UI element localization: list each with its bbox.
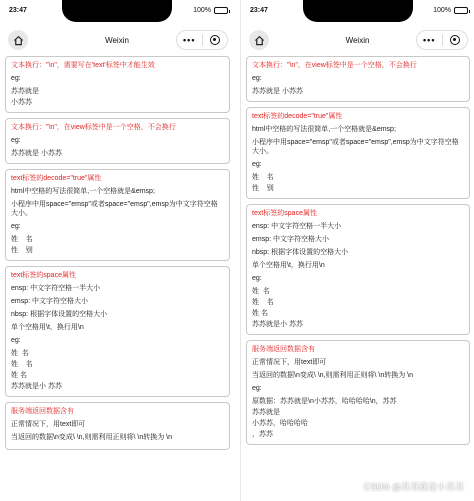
card-output: 原数据：苏苏就是\n小苏苏，哈哈哈哈\n，苏苏 xyxy=(252,398,397,405)
nav-title: Weixin xyxy=(345,35,370,45)
close-target-icon xyxy=(450,35,460,45)
card-output: 性 别 xyxy=(252,185,274,192)
battery-icon xyxy=(214,7,228,14)
card-text: 正常情况下，用text即可 xyxy=(11,421,86,428)
status-time: 23:47 xyxy=(9,7,27,14)
card-title: 文本换行："\n"，在view标签中是一个空格，不会换行 xyxy=(252,62,417,69)
battery-icon xyxy=(454,7,468,14)
card-output: ，苏苏 xyxy=(252,431,273,438)
demo-card xyxy=(5,118,230,164)
card-title: 文本换行："\n"，需要写在'text'标签中才能生效 xyxy=(11,62,155,69)
card-output: 姓 名 xyxy=(11,236,33,243)
card-text: 当返回的数据\n变成\ \n,则需利用正则将\ \n转换为 \n xyxy=(11,434,173,441)
battery-percent: 100% xyxy=(193,7,211,14)
card-title: 服务端返回数据含有 xyxy=(11,408,74,415)
phone-screen-right xyxy=(240,0,474,501)
card-output: 姓 名 xyxy=(11,361,33,368)
card-text: eg: xyxy=(11,337,21,344)
card-text: eg: xyxy=(11,75,21,82)
card-title: text标签的decode="true"属性 xyxy=(11,175,102,182)
card-output: 姓 名 xyxy=(252,174,274,181)
card-output: 小苏苏 xyxy=(11,99,32,106)
nav-bar xyxy=(241,24,474,56)
card-title: text标签的space属性 xyxy=(11,272,76,279)
card-text: eg: xyxy=(252,275,262,282)
phone-screen-left xyxy=(0,0,234,501)
demo-card xyxy=(5,266,230,397)
nav-title: Weixin xyxy=(105,35,129,45)
card-text: eg: xyxy=(11,137,21,144)
close-button[interactable] xyxy=(443,35,468,45)
card-text: html中空格的写法很简单,一个空格就是&emsp; xyxy=(252,126,396,133)
card-text: eg: xyxy=(11,223,21,230)
card-output: 姓 名 xyxy=(252,299,274,306)
card-text: emsp: 中文字符空格大小 xyxy=(252,236,330,243)
card-text: ensp: 中文字符空格一半大小 xyxy=(252,223,342,230)
status-bar xyxy=(241,0,474,24)
card-output: 苏苏就是 xyxy=(252,409,280,416)
card-output: 姓 名 xyxy=(252,310,268,317)
card-text: eg: xyxy=(252,75,262,82)
demo-card xyxy=(5,169,230,261)
csdn-watermark: CSDN @苏苏就是小苏苏 xyxy=(363,482,464,492)
card-output: 姓 名 xyxy=(11,372,27,379)
status-bar xyxy=(0,0,234,24)
card-text: nbsp: 根据字体设置的空格大小 xyxy=(252,249,349,256)
home-icon xyxy=(13,35,24,46)
card-text: html中空格的写法很简单,一个空格就是&emsp; xyxy=(11,188,155,195)
close-button[interactable] xyxy=(203,35,228,45)
mini-program-capsule xyxy=(416,30,468,50)
home-icon xyxy=(254,35,265,46)
card-text: 小程序中用space="emsp"或者space="emsp",emsp为中文字符空格大小。 xyxy=(252,139,459,155)
card-text: 小程序中用space="emsp"或者space="emsp",emsp为中文字符空格大小。 xyxy=(11,201,218,217)
more-menu-button[interactable]: ••• xyxy=(423,35,436,45)
card-output: 苏苏就是 小苏苏 xyxy=(11,150,62,157)
home-button[interactable] xyxy=(8,30,28,50)
card-list xyxy=(241,56,474,445)
card-output: 苏苏就是小 苏苏 xyxy=(11,383,62,390)
card-text: nbsp: 根据字体设置的空格大小 xyxy=(11,311,108,318)
card-title: text标签的decode="true"属性 xyxy=(252,113,343,120)
card-text: emsp: 中文字符空格大小 xyxy=(11,298,89,305)
demo-card xyxy=(246,107,470,199)
card-output: 姓 名 xyxy=(11,350,29,357)
battery-percent: 100% xyxy=(433,7,451,14)
home-button[interactable] xyxy=(249,30,269,50)
card-title: 文本换行："\n"，在view标签中是一个空格，不会换行 xyxy=(11,124,176,131)
demo-card xyxy=(246,204,470,335)
card-output: 苏苏就是 小苏苏 xyxy=(252,88,303,95)
card-text: 单个空格用\t，换行用\n xyxy=(11,324,84,331)
card-text: eg: xyxy=(252,161,262,168)
demo-card xyxy=(246,56,470,102)
card-text: ensp: 中文字符空格一半大小 xyxy=(11,285,101,292)
card-output: 小苏苏，哈哈哈哈 xyxy=(252,420,308,427)
card-title: text标签的space属性 xyxy=(252,210,317,217)
card-title: 服务端返回数据含有 xyxy=(252,346,315,353)
card-output: 姓 名 xyxy=(252,288,270,295)
card-text: 当返回的数据\n变成\ \n,则需利用正则将\ \n转换为 \n xyxy=(252,372,414,379)
card-output: 苏苏就是小 苏苏 xyxy=(252,321,303,328)
card-output: 性 别 xyxy=(11,247,33,254)
more-menu-button[interactable]: ••• xyxy=(183,35,196,45)
card-text: 单个空格用\t，换行用\n xyxy=(252,262,325,269)
mini-program-capsule xyxy=(176,30,228,50)
card-list xyxy=(0,56,234,450)
nav-bar xyxy=(0,24,234,56)
demo-card xyxy=(5,56,230,113)
status-time: 23:47 xyxy=(250,7,268,14)
close-target-icon xyxy=(210,35,220,45)
card-text: eg: xyxy=(252,385,262,392)
card-text: 正常情况下，用text即可 xyxy=(252,359,327,366)
card-output: 苏苏就是 xyxy=(11,88,39,95)
demo-card xyxy=(246,340,470,445)
demo-card xyxy=(5,402,230,450)
